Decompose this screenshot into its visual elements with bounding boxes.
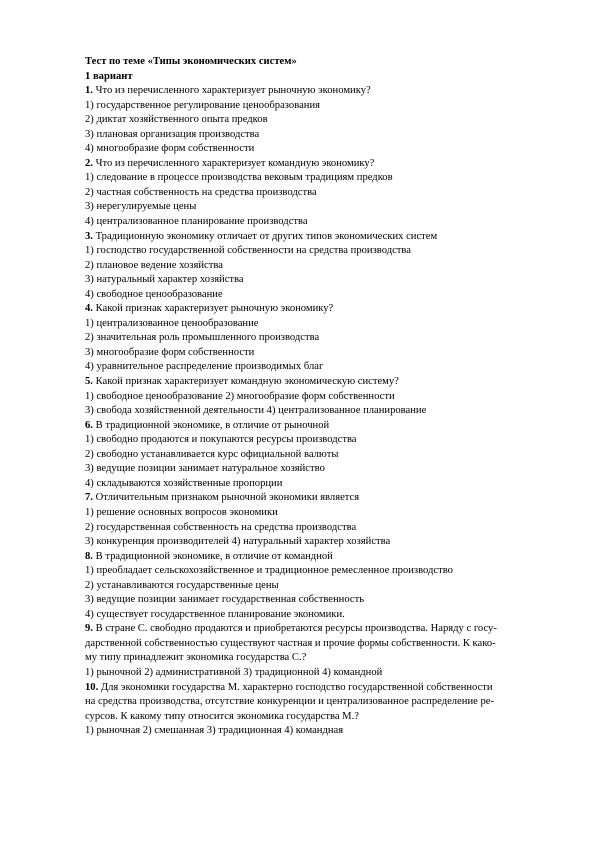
- question-6: [85, 419, 545, 434]
- answer-option: 3) ведущие позиции занимает натуральное хозяйство: [85, 463, 325, 475]
- answer-option: 2) плановое ведение хозяйства: [85, 259, 223, 271]
- question-text: Что из перечисленного характеризует рыночную экономику?: [92, 85, 371, 97]
- question-2: [85, 157, 545, 172]
- answer-option: 2) свободно устанавливается курс официальной валюты: [85, 448, 339, 460]
- answer-options: 1) рыночная 2) смешанная 3) традиционная 4) командная: [85, 725, 344, 737]
- answer-option: 3) свобода хозяйственной деятельности 4) централизованное планирование: [85, 405, 427, 417]
- answer-option: 2) диктат хозяйственного опыта предков: [85, 114, 268, 126]
- question-9: [85, 622, 545, 637]
- answer-option: 4) многообразие форм собственности: [85, 143, 255, 155]
- question-number: 5.: [85, 376, 93, 388]
- answer-option: 1) преобладает сельскохозяйственное и традиционное ремесленное производство: [85, 565, 453, 577]
- answer-option: 2) государственная собственность на средства производства: [85, 521, 357, 533]
- question-number: 1.: [85, 85, 93, 97]
- question-text: Для экономики государства М. характерно господство государственной собственности: [98, 681, 493, 693]
- question-text: Какой признак характеризует рыночную экономику?: [92, 303, 334, 315]
- answer-option: 2) устанавливаются государственные цены: [85, 579, 279, 591]
- question-text: Какой признак характеризует командную экономическую систему?: [92, 376, 399, 388]
- answer-option: 3) многообразие форм собственности: [85, 346, 255, 358]
- answer-option: 2) частная собственность на средства производства: [85, 186, 317, 198]
- question-5: [85, 375, 545, 390]
- answer-option: 1) централизованное ценообразование: [85, 317, 259, 329]
- question-4: [85, 302, 545, 317]
- answer-option: 4) существует государственное планирование экономики.: [85, 608, 345, 620]
- question-8: [85, 550, 545, 565]
- answer-options: 1) рыночной 2) административной 3) традиционной 4) командной: [85, 666, 383, 678]
- answer-option: 4) складываются хозяйственные пропорции: [85, 477, 283, 489]
- question-10: [85, 681, 545, 696]
- answer-option: 1) следование в процессе производства вековым традициям предков: [85, 172, 393, 184]
- answer-option: 4) свободное ценообразование: [85, 288, 223, 300]
- question-text-line: на средства производства, отсутствие конкуренции и централизованное распределение ре-: [85, 696, 495, 708]
- answer-option: 3) плановая организация производства: [85, 128, 260, 140]
- question-text: Что из перечисленного характеризует командную экономику?: [92, 157, 375, 169]
- answer-option: 3) натуральный характер хозяйства: [85, 274, 244, 286]
- question-text: В традиционной экономике, в отличие от рыночной: [92, 419, 330, 431]
- answer-option: 1) свободное ценообразование 2) многообразие форм собственности: [85, 390, 395, 402]
- question-text: Традиционную экономику отличает от других типов экономических систем: [92, 230, 438, 242]
- answer-option: 1) решение основных вопросов экономики: [85, 506, 278, 518]
- answer-option: 1) государственное регулирование ценообразования: [85, 99, 320, 111]
- question-number: 2.: [85, 157, 93, 169]
- answer-option: 1) свободно продаются и покупаются ресурсы производства: [85, 434, 357, 446]
- question-text: Отличительным признаком рыночной экономики является: [92, 492, 360, 504]
- question-text: В стране С. свободно продаются и приобретаются ресурсы производства. Наряду с госу-: [92, 623, 497, 635]
- question-number: 9.: [85, 623, 93, 635]
- question-number: 3.: [85, 230, 93, 242]
- answer-option: 2) значительная роль промышленного производства: [85, 332, 320, 344]
- questions-list: [85, 84, 545, 622]
- question-text-line: му типу принадлежит экономика государства С.?: [85, 652, 307, 664]
- question-text: В традиционной экономике, в отличие от командной: [92, 550, 333, 562]
- question-number: 8.: [85, 550, 93, 562]
- question-text-line: сурсов. К какому типу относится экономика государства М.?: [85, 710, 359, 722]
- question-number: 7.: [85, 492, 93, 504]
- document-title: Тест по теме «Типы экономических систем»: [85, 56, 297, 67]
- question-number: 10.: [85, 681, 99, 693]
- answer-option: 3) ведущие позиции занимает государственная собственность: [85, 594, 365, 606]
- answer-option: 4) централизованное планирование производства: [85, 216, 308, 228]
- question-3: [85, 230, 545, 245]
- answer-option: 4) уравнительное распределение производимых благ: [85, 361, 324, 373]
- document-page: [85, 55, 545, 739]
- question-number: 6.: [85, 419, 93, 431]
- answer-option: 1) господство государственной собственности на средства производства: [85, 245, 411, 257]
- answer-option: 3) конкуренция производителей 4) натуральный характер хозяйства: [85, 536, 391, 548]
- question-1: [85, 84, 545, 99]
- question-text-line: дарственной собственностью существуют частная и прочие формы собственности. К како-: [85, 637, 496, 649]
- answer-option: 3) нерегулируемые цены: [85, 201, 197, 213]
- question-number: 4.: [85, 303, 93, 315]
- question-7: [85, 491, 545, 506]
- variant-heading: 1 вариант: [85, 70, 133, 82]
